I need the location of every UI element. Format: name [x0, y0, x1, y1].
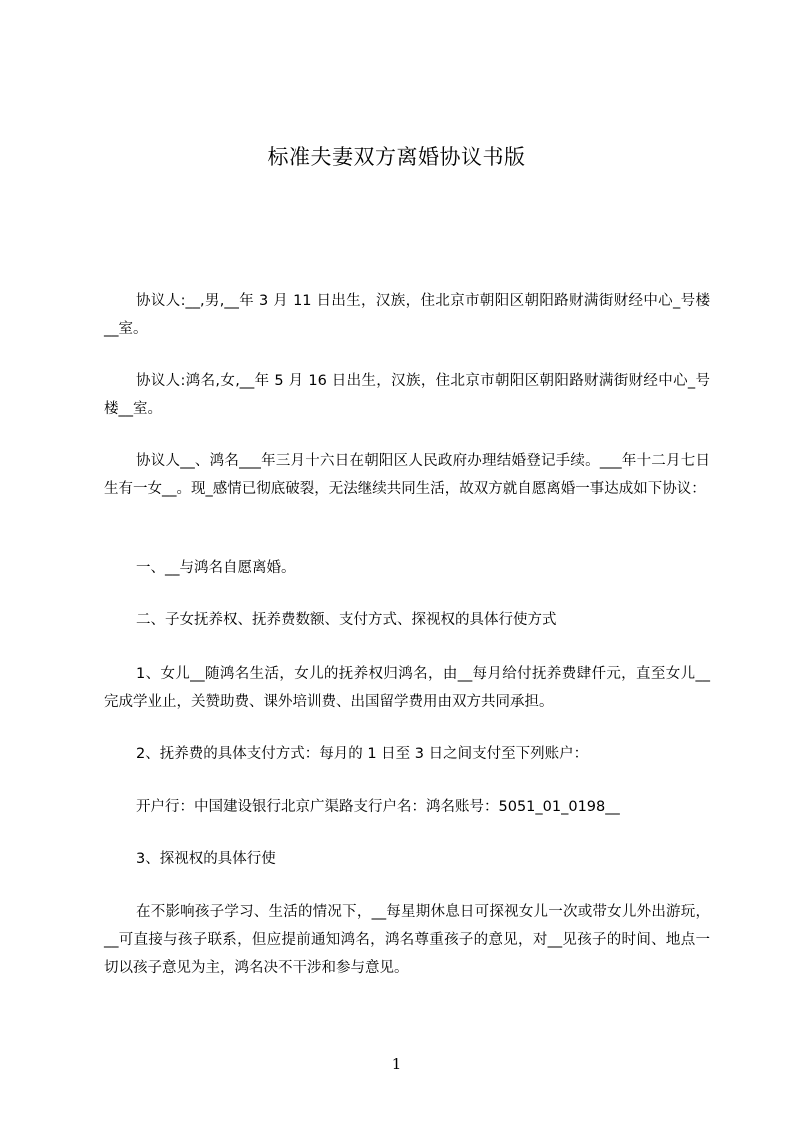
item2-1-paragraph: 1、女儿__随鸿名生活，女儿的抚养权归鸿名，由__每月给付抚养费肆仟元，直至女儿__完成学业止，关赞助费、课外培训费、出国留学费用由双方共同承担。	[104, 666, 710, 710]
item2-3-heading: 3、探视权的具体行使	[136, 851, 276, 867]
item2-2-paragraph: 2、抚养费的具体支付方式：每月的 1 日至 3 日之间支付至下列账户：	[136, 746, 589, 762]
item1-paragraph: 一、__与鸿名自愿离婚。	[136, 560, 296, 576]
account-paragraph: 开户行：中国建设银行北京广渠路支行户名：鸿名账号：5051_01_0198__	[136, 799, 620, 815]
party2-paragraph: 协议人:鸿名,女,__年 5 月 16 日出生，汉族，住北京市朝阳区朝阳路财满街财经中心_号楼__室。	[104, 373, 710, 417]
document-title: 标准夫妻双方离婚协议书版	[267, 145, 526, 169]
visitation-paragraph: 在不影响孩子学习、生活的情况下，__每星期休息日可探视女儿一次或带女儿外出游玩，__可直接与孩子联系，但应提前通知鸿名，鸿名尊重孩子的意见，对__见孩子的时间、地点一切以孩子意见为主，鸿名决不干涉和参与意见。	[104, 904, 710, 976]
party1-paragraph: 协议人:__,男,__年 3 月 11 日出生，汉族，住北京市朝阳区朝阳路财满街财经中心_号楼__室。	[104, 293, 710, 337]
page-number: 1	[391, 1055, 402, 1073]
item2-heading: 二、子女抚养权、抚养费数额、支付方式、探视权的具体行使方式	[136, 612, 557, 628]
intro-paragraph: 协议人__、鸿名___年三月十六日在朝阳区人民政府办理结婚登记手续。___年十二月七日生有一女__。现_感情已彻底破裂，无法继续共同生活，故双方就自愿离婚一事达成如下协议：	[104, 453, 710, 497]
